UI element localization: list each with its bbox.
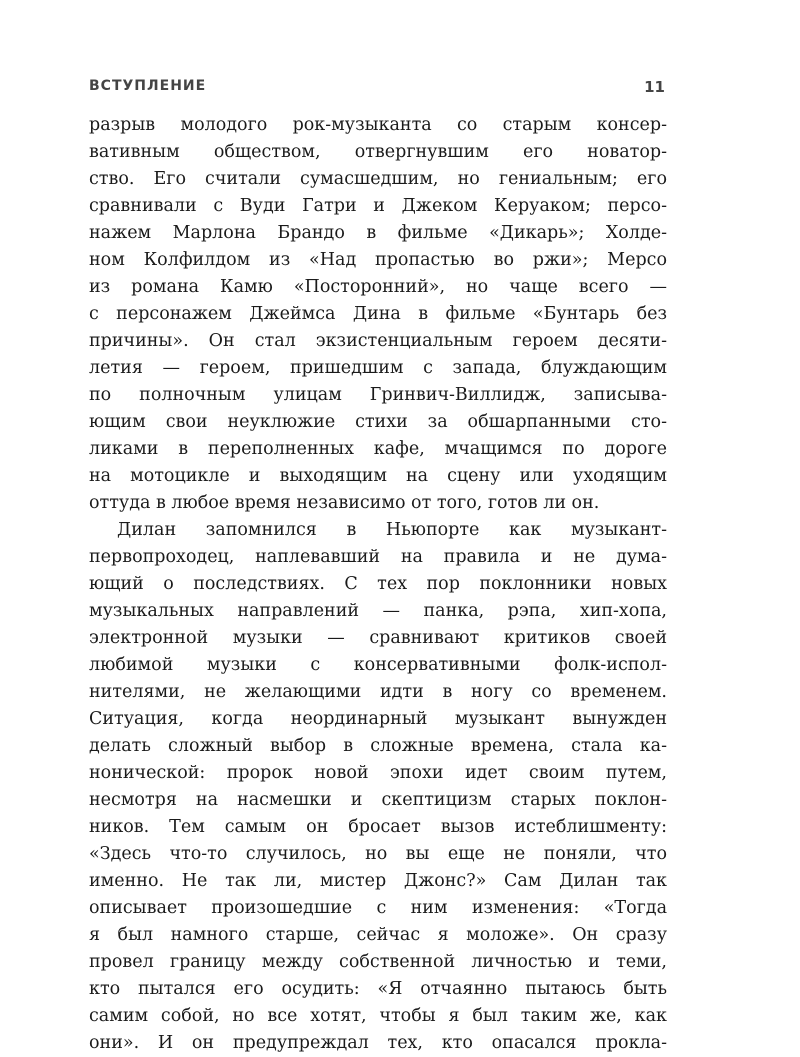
text-line: Ситуация, когда неординарный музыкант вынужден	[89, 709, 667, 729]
page-number: 11	[644, 78, 665, 96]
text-line: ющий о последствиях. С тех пор поклонники новых	[89, 574, 667, 594]
text-line: летия — героем, пришедшим с запада, блуждающим	[89, 358, 667, 378]
text-line: ство. Его считали сумасшедшим, но гениальным; его	[89, 169, 667, 189]
paragraph-end-line: оттуда в любое время независимо от того, готов ли он.	[89, 493, 600, 513]
text-line: разрыв молодого рок-музыканта со старым консер-	[89, 115, 667, 135]
text-line: из романа Камю «Посторонний», но чаще всего —	[89, 277, 667, 297]
text-line: кто пытался его осудить: «Я отчаянно пытаюсь быть	[89, 979, 667, 999]
text-line: с персонажем Джеймса Дина в фильме «Бунтарь без	[89, 304, 667, 324]
text-line: делать сложный выбор в сложные времена, стала ка-	[89, 736, 667, 756]
body-text	[89, 112, 667, 1057]
text-line: любимой музыки с консервативными фолк-испол-	[89, 655, 667, 675]
text-line: сравнивали с Вуди Гатри и Джеком Керуаком; персо-	[89, 196, 667, 216]
text-line: ников. Тем самым он бросает вызов истеблишменту:	[89, 817, 667, 837]
text-line: электронной музыки — сравнивают критиков своей	[89, 628, 667, 648]
text-line: ном Колфилдом из «Над пропастью во ржи»; Мерсо	[89, 250, 667, 270]
section-title: ВСТУПЛЕНИЕ	[89, 78, 207, 94]
text-line: ликами в переполненных кафе, мчащимся по дороге	[89, 439, 667, 459]
text-line: именно. Не так ли, мистер Джонс?» Сам Дилан так	[89, 871, 667, 891]
text-line: первопроходец, наплевавший на правила и не дума-	[89, 547, 667, 567]
text-line: они». И он предупреждал тех, кто опасался прокла-	[89, 1033, 667, 1053]
text-line: музыкальных направлений — панка, рэпа, хип-хопа,	[89, 601, 667, 621]
text-line: нажем Марлона Брандо в фильме «Дикарь»; Холде-	[89, 223, 667, 243]
text-line: вативным обществом, отвергнувшим его новатор-	[89, 142, 667, 162]
text-line: причины». Он стал экзистенциальным героем десяти-	[89, 331, 667, 351]
text-line: ющим свои неуклюжие стихи за обшарпанными сто-	[89, 412, 667, 432]
text-line: «Здесь что-то случилось, но вы еще не поняли, что	[89, 844, 667, 864]
text-line: несмотря на насмешки и скептицизм старых поклон-	[89, 790, 667, 810]
text-line: описывает произошедшие с ним изменения: «Тогда	[89, 898, 667, 918]
text-line: самим собой, но все хотят, чтобы я был таким же, как	[89, 1006, 667, 1026]
text-line: на мотоцикле и выходящим на сцену или уходящим	[89, 466, 667, 486]
text-line: нонической: пророк новой эпохи идет своим путем,	[89, 763, 667, 783]
text-line: нителями, не желающими идти в ногу со временем.	[89, 682, 667, 702]
running-header	[89, 78, 665, 98]
paragraph-start-line: Дилан запомнился в Ньюпорте как музыкант-	[117, 520, 667, 540]
text-line: по полночным улицам Гринвич-Виллидж, записыва-	[89, 385, 667, 405]
text-line: я был намного старше, сейчас я моложе». Он сразу	[89, 925, 667, 945]
text-line: провел границу между собственной личностью и теми,	[89, 952, 667, 972]
